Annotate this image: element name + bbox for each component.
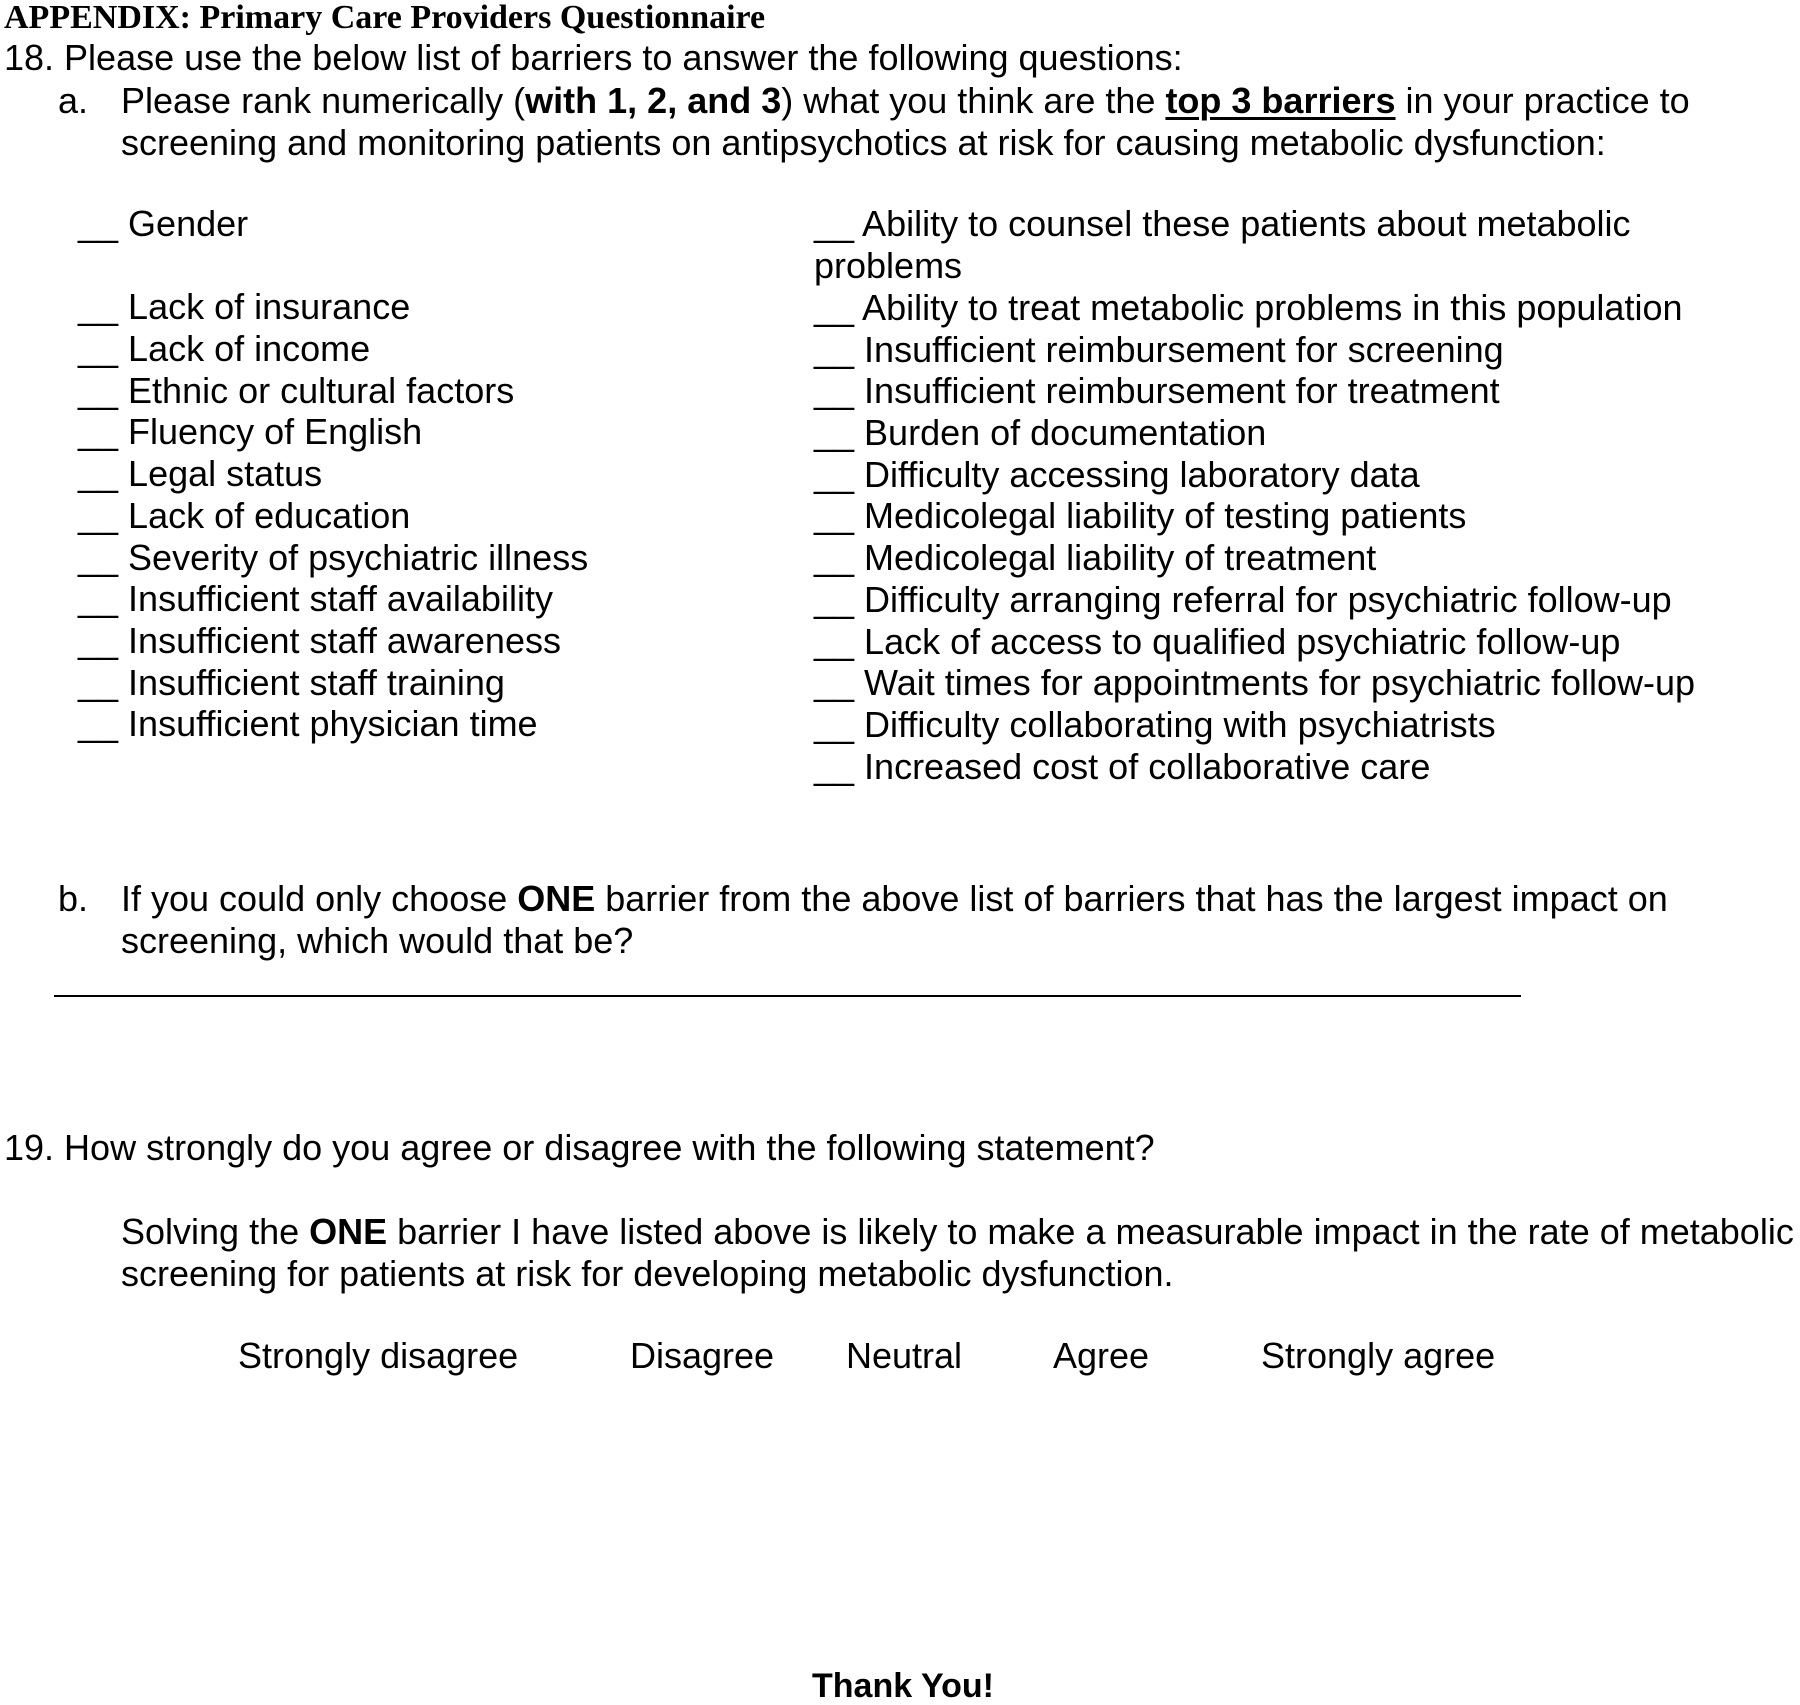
barrier-item[interactable]: __ Ability to counsel these patients about metabolic problems bbox=[814, 203, 1631, 286]
thank-you-text: Thank You! bbox=[812, 1667, 994, 1705]
scale-option-disagree[interactable]: Disagree bbox=[630, 1335, 775, 1376]
barrier-item[interactable]: __ Medicolegal liability of treatment bbox=[814, 537, 1377, 579]
statement-part1: Solving the bbox=[121, 1211, 310, 1252]
barrier-item[interactable]: __ Lack of insurance bbox=[78, 286, 411, 328]
scale-option-strongly-disagree[interactable]: Strongly disagree bbox=[238, 1335, 519, 1376]
scale-option-strongly-agree[interactable]: Strongly agree bbox=[1261, 1335, 1496, 1376]
barrier-item[interactable]: __ Medicolegal liability of testing patients bbox=[814, 495, 1467, 537]
question-18b-text-part2: barrier from the above list of barriers that has the largest impact on screening, which would that be? bbox=[121, 878, 1668, 961]
barrier-item[interactable]: __ Difficulty collaborating with psychiatrists bbox=[814, 703, 1496, 745]
question-18a-underline: top 3 barriers bbox=[1165, 80, 1396, 121]
barrier-item[interactable]: __ Ability to treat metabolic problems in this population bbox=[814, 287, 1683, 328]
barrier-item[interactable]: __ Insufficient reimbursement for treatment bbox=[814, 370, 1500, 412]
barrier-item[interactable]: __ Fluency of English bbox=[78, 411, 423, 453]
question-18a-text-part2: ) what you think are the bbox=[781, 80, 1166, 121]
barrier-item[interactable]: __ Severity of psychiatric illness bbox=[78, 536, 589, 578]
barrier-list-left bbox=[78, 203, 778, 745]
statement-bold: ONE bbox=[309, 1211, 388, 1252]
barrier-item[interactable]: __ Difficulty accessing laboratory data bbox=[814, 453, 1420, 495]
barrier-item[interactable]: __ Insufficient staff training bbox=[78, 661, 505, 703]
question-18a-text-part3: in your practice to screening and monitoring patients on antipsychotics at risk for causing metabolic dysfunction: bbox=[121, 80, 1690, 163]
question-19: 19. How strongly do you agree or disagree with the following statement? bbox=[4, 1127, 1155, 1168]
barrier-item[interactable]: __ Burden of documentation bbox=[814, 412, 1267, 454]
question-18b-letter: b. bbox=[58, 878, 89, 919]
barrier-item[interactable]: __ Difficulty arranging referral for psychiatric follow-up bbox=[814, 578, 1672, 620]
question-18b-text-part1: If you could only choose bbox=[121, 878, 518, 919]
barrier-list-right bbox=[814, 203, 1774, 787]
spacer bbox=[78, 245, 778, 287]
scale-option-agree[interactable]: Agree bbox=[1053, 1335, 1150, 1376]
barrier-item[interactable]: __ Lack of income bbox=[78, 328, 371, 370]
question-18a-text-part1: Please rank numerically ( bbox=[121, 80, 526, 121]
question-18a-bold: with 1, 2, and 3 bbox=[525, 80, 782, 121]
barrier-item[interactable]: __ Lack of access to qualified psychiatric follow-up bbox=[814, 620, 1621, 662]
barrier-item[interactable]: __ Insufficient reimbursement for screening bbox=[814, 328, 1504, 370]
question-18a-text bbox=[121, 80, 1761, 164]
barrier-item[interactable]: __ Ethnic or cultural factors bbox=[78, 369, 515, 411]
barrier-item[interactable]: __ Legal status bbox=[78, 453, 323, 495]
barrier-item[interactable]: __ Wait times for appointments for psychiatric follow-up bbox=[814, 662, 1696, 704]
question-18b-text bbox=[121, 878, 1761, 962]
barrier-item[interactable]: __ Gender bbox=[78, 203, 249, 244]
question-18a-letter: a. bbox=[58, 80, 89, 121]
answer-blank-line[interactable] bbox=[54, 995, 1521, 997]
question-18: 18. Please use the below list of barriers to answer the following questions: bbox=[4, 37, 1183, 78]
barrier-item[interactable]: __ Lack of education bbox=[78, 494, 411, 536]
scale-option-neutral[interactable]: Neutral bbox=[846, 1335, 963, 1376]
barrier-item[interactable]: __ Insufficient staff awareness bbox=[78, 619, 561, 661]
question-19-statement bbox=[121, 1211, 1800, 1295]
barrier-item[interactable]: __ Insufficient staff availability bbox=[78, 578, 553, 620]
appendix-title: APPENDIX: Primary Care Providers Questionnaire bbox=[4, 0, 766, 36]
question-18b-bold: ONE bbox=[517, 878, 596, 919]
barrier-item[interactable]: __ Insufficient physician time bbox=[78, 703, 538, 745]
statement-part2: barrier I have listed above is likely to make a measurable impact in the rate of metabolic screening for patients at risk for developing metabolic dysfunction. bbox=[121, 1211, 1794, 1294]
barrier-item[interactable]: __ Increased cost of collaborative care bbox=[814, 745, 1431, 787]
